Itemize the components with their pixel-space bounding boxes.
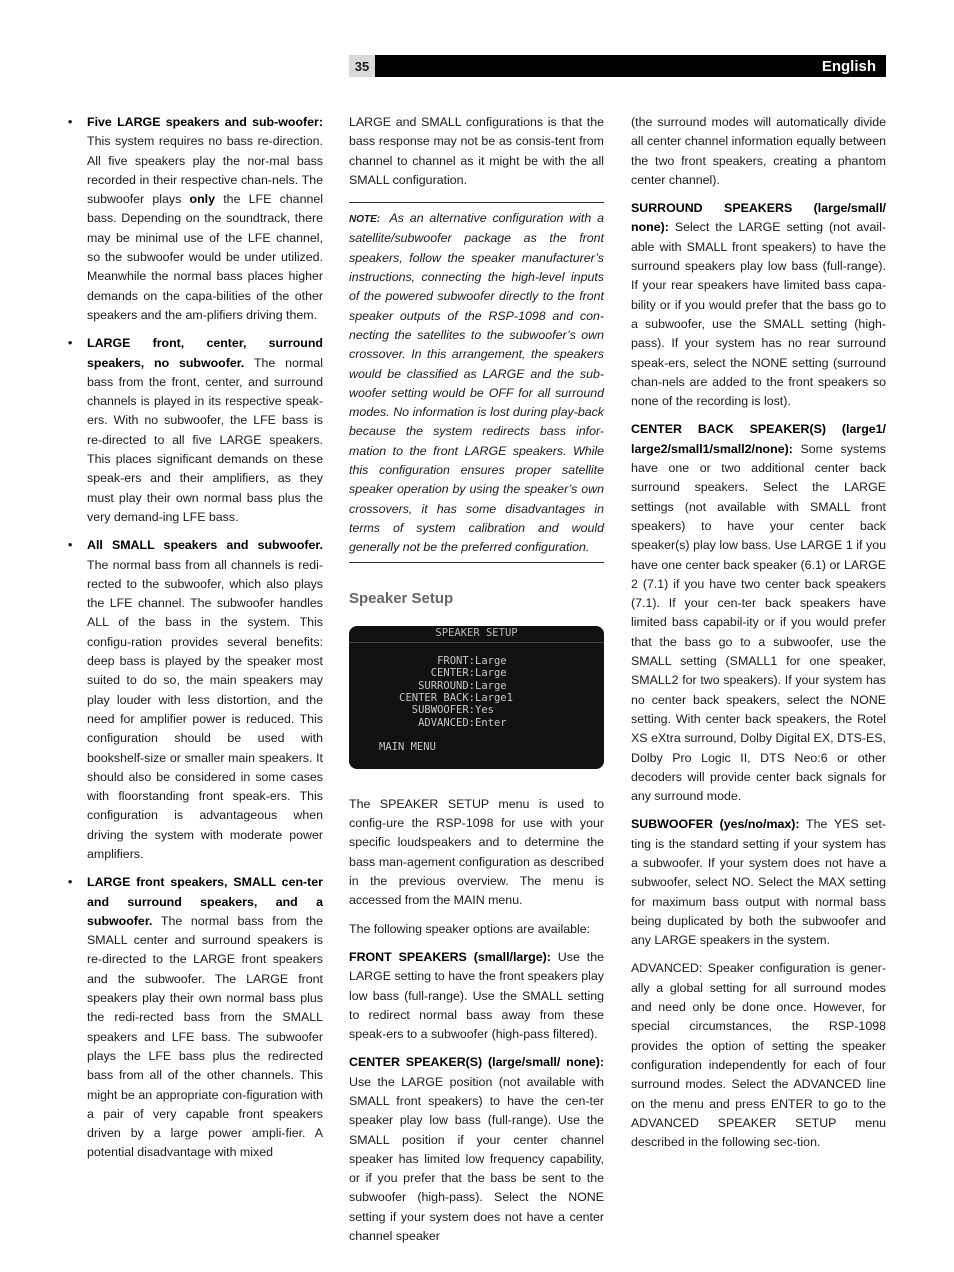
option-subwoofer xyxy=(631,815,886,950)
header-bar xyxy=(375,55,886,77)
paragraph-intro: The SPEAKER SETUP menu is used to config-ure the RSP-1098 for use with your specific loudspeakers and to determine the bass man-agement configuration as described in the previous overview. The menu is accessed from the MAIN menu. xyxy=(349,796,604,908)
bullet-title: LARGE front speakers, SMALL cen-ter and surround speakers, and a subwoofer. xyxy=(87,875,323,928)
note-label: NOTE: xyxy=(349,214,381,226)
bullet-title: All SMALL speakers and subwoofer. xyxy=(87,538,323,553)
option-text: Use the LARGE position (not available with SMALL front speakers) to have the cen-ter speaker play low bass (full-range). Use the SMALL position if your center channel speaker has limited low frequency capability, or if you prefer that the bass be sent to the subwoofer (high-pass). Select the NONE setting if your system does not have a center channel speaker xyxy=(349,1074,604,1244)
column-3 xyxy=(631,113,886,1161)
osd-divider xyxy=(349,642,604,643)
osd-title: SPEAKER SETUP xyxy=(435,626,518,639)
osd-key: ADVANCED: xyxy=(418,716,475,729)
osd-row-front xyxy=(349,655,604,667)
bullet-title: Five LARGE speakers and sub-woofer: xyxy=(87,115,323,129)
bullet-text: the LFE channel bass. Depending on the soundtrack, there may be minimal use of the LFE channel, so the subwoofer would be under utilized. Meanwhile the normal bass places higher demands on the capa-bilities of the other speakers and the am-plifiers driving them. xyxy=(87,192,323,322)
bullet-text: The normal bass from all channels is redi-rected to the subwoofer, which also plays the LFE channel. The subwoofer handles ALL of the bass in the system. This configu-ration provides several benefits: deep bass is played by the speaker most suited to do so, the main speakers may play louder with less distortion, and the need for amplifier power is reduced. This configuration should be used with bookshelf-size or smaller main speakers. It should also be considered in some cases with floorstanding front speak-ers. This configuration is advantageous when driving the system with moderate power amplifiers. xyxy=(87,557,323,861)
paragraph-continued: (the surround modes will automatically divide all center channel information equally between the two front speakers, creating a phantom center channel). xyxy=(631,115,886,187)
osd-value: Enter xyxy=(475,716,507,729)
bullet-text: The normal bass from the front, center, and surround channels is played in its respective speak-ers. With no subwoofer, the LFE bass is re-directed to all five LARGE speakers. This places significant demands on these speak-ers and their amplifiers, as they must play their own normal bass plus the very demand-ing LFE bass. xyxy=(87,355,323,524)
emphasis-only: only xyxy=(189,192,216,207)
paragraph-advanced: ADVANCED: Speaker configuration is gener-ally a global setting for all surround modes and need only be done once. However, for special circumstances, the RSP-1098 provides the option of setting the speaker configuration independently for each of four surround modes. Select the ADVANCED line on the menu and press ENTER to go to the ADVANCED SPEAKER SETUP menu described in the following sec-tion. xyxy=(631,961,886,1150)
page-number: 35 xyxy=(349,55,375,77)
bullet-large-front-small-center xyxy=(68,873,323,1162)
osd-row-center xyxy=(349,667,604,679)
paragraph-options: The following speaker options are available: xyxy=(349,921,591,936)
osd-main-menu: MAIN MENU xyxy=(379,740,436,753)
osd-value: Large xyxy=(475,654,507,667)
bullet-title: LARGE front, center, surround speakers, no subwoofer. xyxy=(87,336,323,370)
option-title: CENTER SPEAKER(S) (large/small/ none): xyxy=(349,1055,604,1070)
note-text: As an alternative configuration with a satellite/subwoofer package as the front speakers, follow the speaker manufacturer’s instructions, connecting the high-level inputs of the powered subwoofer directly to the front speaker outputs of the RSP-1098 and con-necting the satellites to the subwoofer’s own crossover. In this arrangement, the speakers would be classified as LARGE and the sub-woofer setting would be OFF for all surround modes. No information is lost during play-back because the system redirects bass infor-mation to the front LARGE speakers. While this configuration ensures proper satellite speaker operation by using the speaker’s own crossovers, it has some disadvantages in terms of system calibration and would generally not be the preferred configuration. xyxy=(349,211,605,555)
osd-value: Yes xyxy=(475,704,494,717)
option-surround-speakers xyxy=(631,199,886,411)
osd-row-surround xyxy=(349,680,604,692)
column-2 xyxy=(349,113,604,1255)
note-box xyxy=(349,202,604,562)
osd-key: FRONT: xyxy=(437,654,475,667)
option-title: SUBWOOFER (yes/no/max): xyxy=(631,817,800,832)
column-1 xyxy=(68,113,323,1172)
option-front-speakers xyxy=(349,948,604,1044)
section-title: Speaker Setup xyxy=(349,589,454,607)
bullet-text: The normal bass from the SMALL center and surround speakers is re-directed to the LARGE front speakers and the subwoofer. The LARGE front speakers play their own normal bass plus the redi-rected bass from the SMALL speakers and LFE bass. The subwoofer plays the LFE bass plus the redirected bass from all of the other channels. This might be an appropriate con-figuration with a pair of very capable front speakers driven by a large power ampli-fier. A potential disadvantage with mixed xyxy=(87,913,323,1160)
option-center-back-speakers xyxy=(631,420,886,806)
osd-value: Large xyxy=(475,667,507,680)
osd-menu-list xyxy=(349,655,604,729)
bullet-five-large xyxy=(68,113,323,325)
option-title: FRONT SPEAKERS (small/large): xyxy=(349,949,551,964)
option-title: SURROUND SPEAKERS (large/small/ none): xyxy=(631,201,886,235)
language-label: English xyxy=(821,57,876,75)
option-text: Select the LARGE setting (not avail-able with SMALL front speakers) to have the surround speakers play low bass (full-range). If your rear speakers have limited bass capa-bility or if you would prefer that the bass go to a subwoofer, use the SMALL setting (high-pass). If your system has no rear surround speak-ers, select the NONE setting (surround chan-nels are added to the front speakers so none of the recording is lost). xyxy=(631,220,886,409)
osd-value: Large xyxy=(475,679,507,692)
option-text: Some systems have one or two additional center back surround speakers. Select the LARGE settings (not available with SMALL front speakers) to have your center back speaker(s) play low bass. Use LARGE 1 if you have one center back speaker (6.1) or LARGE 2 (7.1) if you have two center back speakers (7.1). If your cen-ter back speakers have limited bass capabil-ity or if you would prefer that the bass go to a subwoofer, use the SMALL setting (SMALL1 for one speaker, SMALL2 for two speakers). If your system has no center back speakers, select the NONE setting. With center back speakers, the Rotel XS eXtra surround, Dolby Digital EX, DTS-ES, Dolby Pro Logic II, DTS Neo:6 or other decoders will provide center back signals for any surround mode. xyxy=(631,441,886,804)
osd-key: SURROUND: xyxy=(418,679,475,692)
bullet-text: This system requires no bass re-direction. All five speakers play the nor-mal bass recorded in their respective chan-nels. The subwoofer plays xyxy=(87,134,323,207)
osd-key: CENTER: xyxy=(430,667,475,680)
option-text: The YES set-ting is the standard setting if your system has a subwoofer. If your system does not have a subwoofer, select NO. Select the MAX setting for maximum bass output with normal bass being duplicated by both the subwoofer and any LARGE speakers in the system. xyxy=(631,817,886,948)
osd-row-advanced xyxy=(349,717,604,729)
osd-screen xyxy=(349,626,604,769)
bullet-all-small xyxy=(68,536,323,864)
paragraph-continued: LARGE and SMALL configurations is that the bass response may not be as consis-tent from channel to channel as it might be with the all SMALL configuration. xyxy=(349,115,604,187)
osd-key: SUBWOOFER: xyxy=(411,704,475,717)
bullet-large-no-subwoofer xyxy=(68,334,323,527)
osd-row-center-back xyxy=(349,692,604,704)
osd-row-subwoofer xyxy=(349,704,604,716)
option-title: CENTER BACK SPEAKER(S) (large1/ large2/small1/small2/none): xyxy=(631,422,886,456)
osd-value: Large1 xyxy=(475,692,513,705)
osd-key: CENTER BACK: xyxy=(399,692,475,705)
option-text: Use the LARGE setting to have the front speakers play low bass (full-range). Use the SMALL setting to redirect normal bass away from these speak-ers to a subwoofer (high-pass filtered). xyxy=(349,949,604,1042)
option-center-speakers xyxy=(349,1053,604,1246)
